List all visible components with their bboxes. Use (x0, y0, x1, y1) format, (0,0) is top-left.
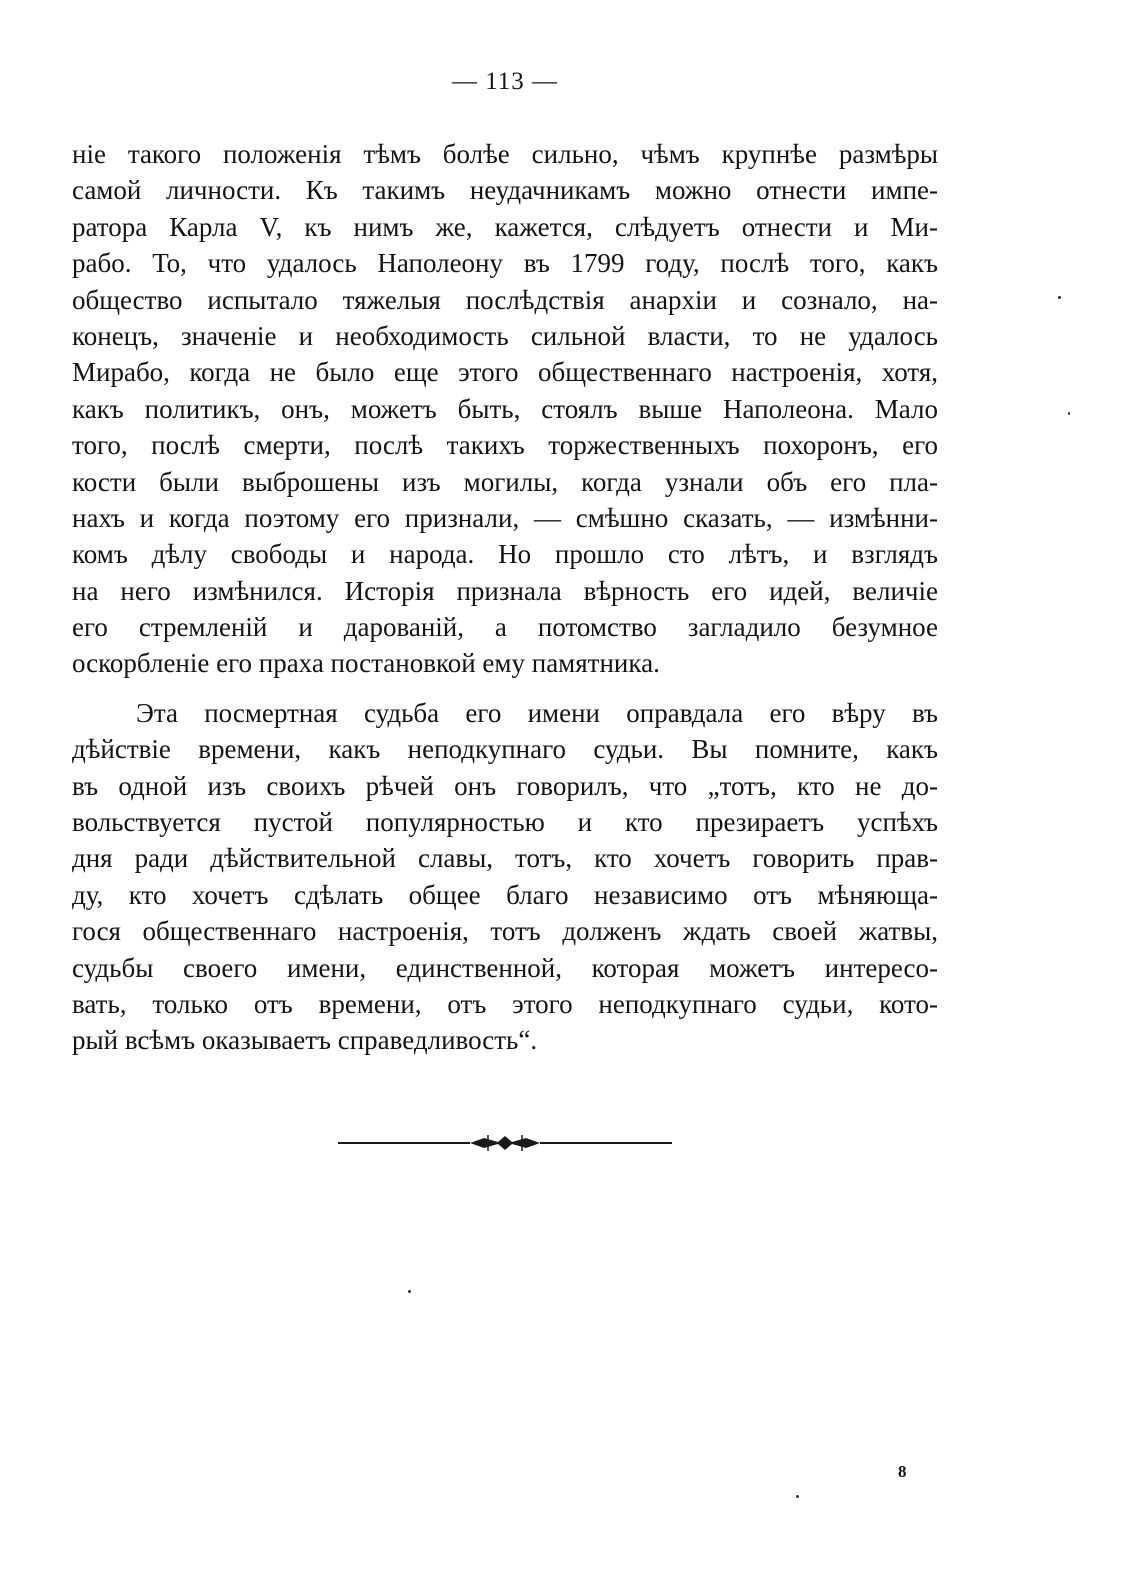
text-line: ніе такого положенія тѣмъ болѣе сильно, чѣмъ крупнѣе размѣры (72, 139, 938, 169)
text-line: кости были выброшены изъ могилы, когда узнали объ его пла- (72, 466, 938, 497)
paper-speck (1068, 412, 1070, 415)
body-text (72, 136, 938, 1059)
text-line: общество испытало тяжелыя послѣдствія анархіи и сознало, на- (72, 284, 938, 315)
text-line: на него измѣнился. Исторія признала вѣрность его идей, величіе (72, 575, 938, 606)
text-line: рый всѣмъ оказываетъ справедливость“. (72, 1025, 538, 1056)
page-number: — 113 — (451, 68, 559, 95)
paragraph-2 (72, 695, 938, 1059)
text-line: вать, только отъ времени, отъ этого неподкупнаго судьи, кото- (72, 988, 938, 1019)
text-line: Мирабо, когда не было еще этого общественнаго настроенія, хотя, (72, 357, 938, 388)
paragraph-gap (72, 682, 938, 695)
text-line: нахъ и когда поэтому его признали, — смѣшно сказать, — измѣнни- (72, 502, 938, 533)
text-line: того, послѣ смерти, послѣ такихъ торжественныхъ похоронъ, его (72, 430, 938, 461)
paper-speck (1058, 296, 1061, 299)
text-line: вольствуется пустой популярностью и кто презираетъ успѣхъ (72, 807, 938, 838)
text-line: его стремленій и дарованій, а потомство загладило безумное (72, 612, 938, 643)
text-line: комъ дѣлу свободы и народа. Но прошло сто лѣтъ, и взглядъ (72, 539, 938, 570)
text-line: дѣйствіе времени, какъ неподкупнаго судьи. Вы помните, какъ (72, 734, 938, 765)
signature-mark: 8 (898, 1462, 907, 1481)
text-line: конецъ, значеніе и необходимость сильной власти, то не удалось (72, 320, 938, 351)
text-line: оскорбленіе его праха постановкой ему памятника. (72, 648, 660, 679)
text-line: въ одной изъ своихъ рѣчей онъ говорилъ, что „тотъ, кто не до- (72, 770, 938, 801)
text-line: самой личности. Къ такимъ неудачникамъ можно отнести импе- (72, 175, 938, 206)
text-line: рабо. То, что удалось Наполеону въ 1799 году, послѣ того, какъ (72, 248, 938, 279)
text-line: судьбы своего имени, единственной, которая можетъ интересо- (72, 952, 938, 983)
text-line: ду, кто хочетъ сдѣлать общее благо независимо отъ мѣняюща- (72, 879, 938, 910)
paragraph-1 (72, 136, 938, 682)
text-line: ратора Карла V, къ нимъ же, кажется, слѣдуетъ отнести и Ми- (72, 211, 938, 242)
paper-speck (796, 1495, 799, 1498)
text-line: Эта посмертная судьба его имени оправдала его вѣру въ (136, 697, 938, 728)
text-line: дня ради дѣйствительной славы, тотъ, кто хочетъ говорить прав- (72, 843, 938, 874)
text-line: какъ политикъ, онъ, можетъ быть, стоялъ выше Наполеона. Мало (72, 393, 938, 424)
text-line: гося общественнаго настроенія, тотъ долженъ ждать своей жатвы, (72, 916, 938, 947)
end-ornament-icon (338, 1132, 672, 1154)
paper-speck (408, 1290, 411, 1293)
